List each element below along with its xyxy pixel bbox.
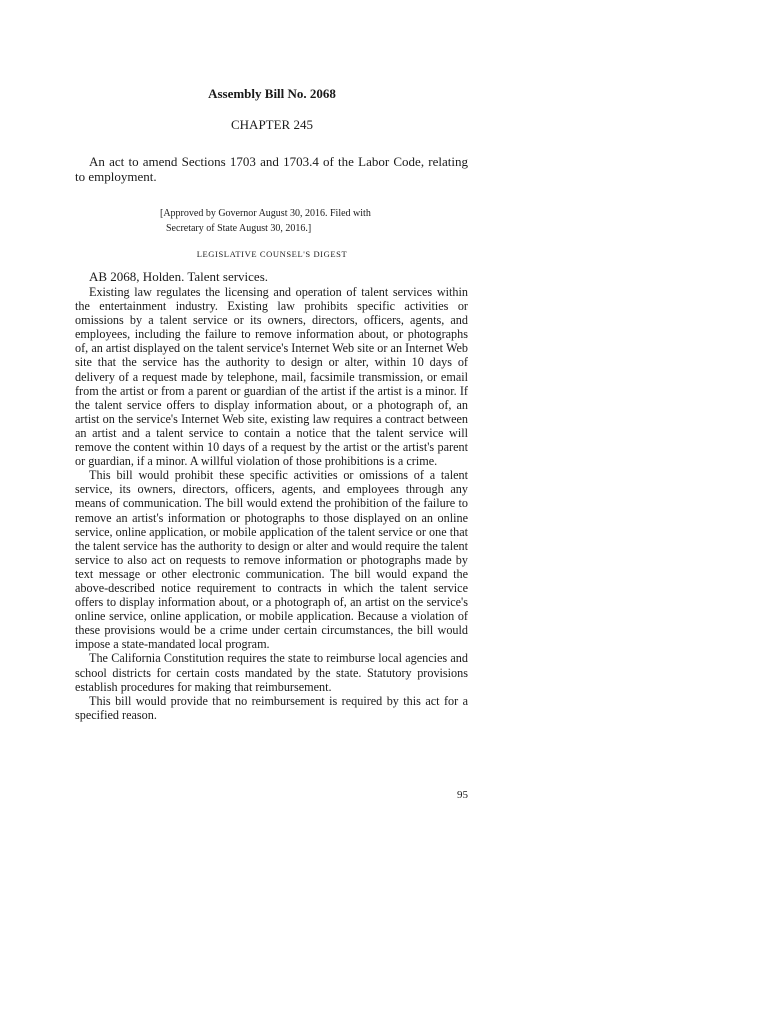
digest-paragraph: The California Constitution requires the state to reimburse local agencies and school districts for certain costs mandated by the state. Statutory provisions establish procedures for making that reimbursement. [75, 651, 468, 694]
chapter-heading: CHAPTER 245 [231, 117, 313, 132]
approval-note [160, 206, 400, 236]
digest-intro: AB 2068, Holden. Talent services. [89, 269, 269, 284]
digest-body [75, 285, 468, 722]
act-description: An act to amend Sections 1703 and 1703.4 of the Labor Code, relating to employment. [75, 154, 468, 184]
digest-paragraph: This bill would provide that no reimbursement is required by this act for a specified reason. [75, 693, 468, 722]
approval-line-2: Secretary of State August 30, 2016.] [166, 223, 312, 234]
page-number: 95 [457, 789, 468, 801]
digest-paragraph: This bill would prohibit these specific activities or omissions of a talent service, its owners, directors, officers, agents, and employees through any means of communication. The bill would extend the prohibition of the failure to remove an artist's information or photographs to those displayed on an online service, online application, or mobile application of the talent service or one that the talent service has the authority to design or alter and would require the talent service to also act on requests to remove information or photographs made by text message or other electronic communication. The bill would expand the above-described notice requirement to contracts in which the talent service offers to display information about, or a photograph of, an artist on the service's online service, online application, or mobile application. Because a violation of these provisions would be a crime under certain circumstances, the bill would impose a state-mandated local program. [75, 468, 468, 652]
digest-heading: LEGISLATIVE COUNSEL'S DIGEST [196, 249, 348, 259]
approval-line-1: [Approved by Governor August 30, 2016. Filed with [160, 208, 371, 219]
digest-paragraph: Existing law regulates the licensing and operation of talent services within the entertainment industry. Existing law prohibits specific activities or omissions by a talent service or its owners, directors, officers, agents, and employees, including the failure to remove information about, or photographs of, an artist displayed on the talent service's Internet Web site or an Internet Web site that the service has the authority to design or alter, within 10 days of delivery of a request made by telephone, mail, facsimile transmission, or email from the artist or from a parent or guardian of the artist if the artist is a minor. If the talent service offers to display information about, or a photograph of, an artist on the service's Internet Web site, existing law requires a contract between an artist and a talent service to contain a notice that the talent service will remove the content within 10 days of a request by the artist or the artist's parent or guardian, if a minor. A willful violation of those prohibitions is a crime. [75, 285, 468, 469]
bill-title: Assembly Bill No. 2068 [208, 86, 336, 101]
